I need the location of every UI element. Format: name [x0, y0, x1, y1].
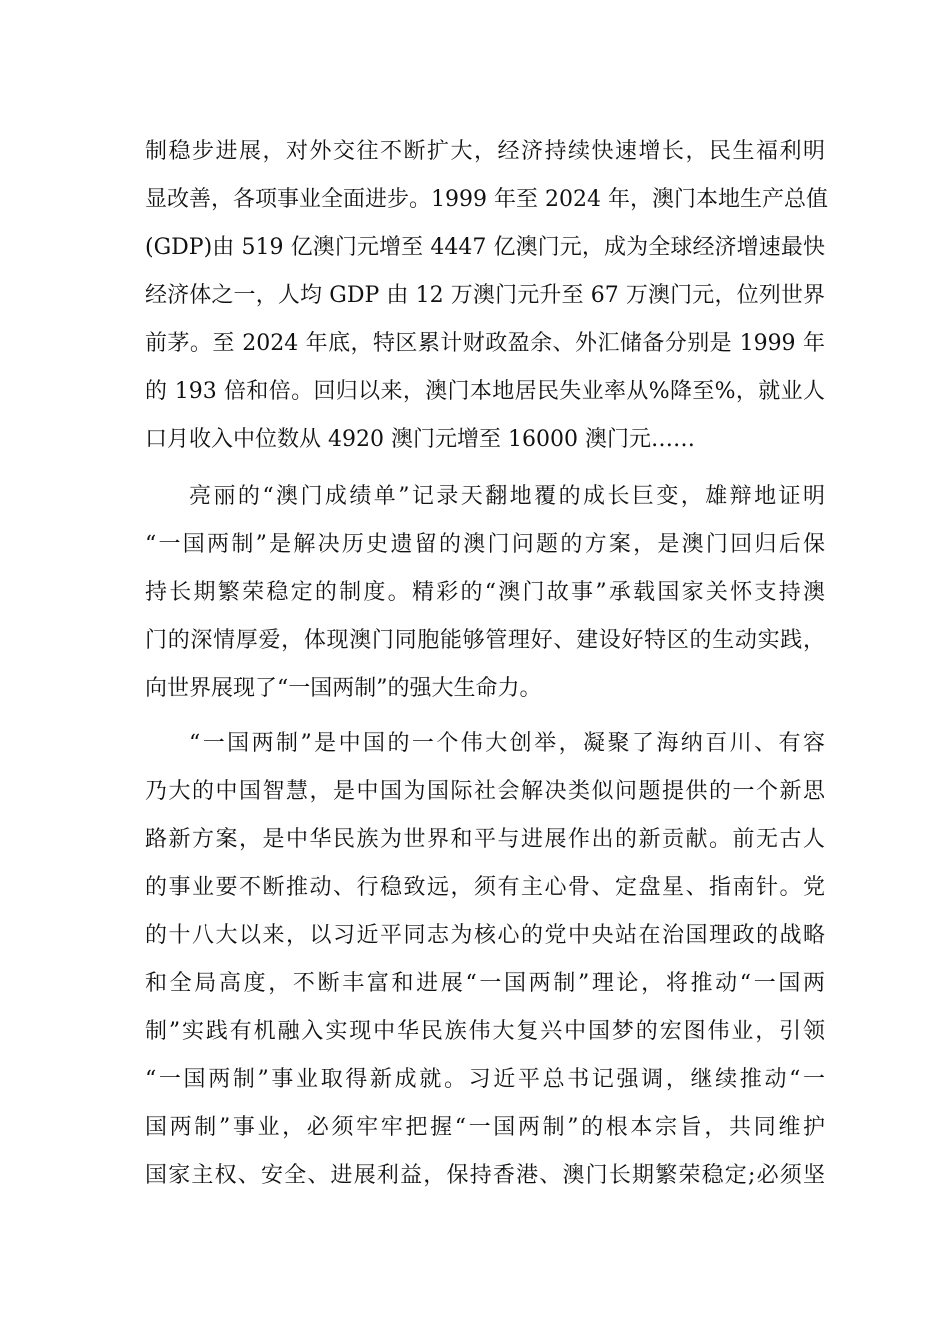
text-line: 和全局高度，不断丰富和进展“一国两制”理论，将推动“一国两 — [145, 971, 825, 996]
text-line: 制”实践有机融入实现中华民族伟大复兴中国梦的宏图伟业，引领 — [145, 1019, 825, 1044]
text-line: (GDP)由 519 亿澳门元增至 4447 亿澳门元，成为全球经济增速最快 — [145, 235, 825, 260]
text-line: 门的深情厚爱，体现澳门同胞能够管理好、建设好特区的生动实践， — [145, 628, 825, 653]
text-line: 路新方案，是中华民族为世界和平与进展作出的新贡献。前无古人 — [145, 827, 825, 852]
text-line: 持长期繁荣稳定的制度。精彩的“澳门故事”承载国家关怀支持澳 — [145, 580, 825, 605]
text-line: 乃大的中国智慧，是中国为国际社会解决类似问题提供的一个新思 — [145, 779, 825, 804]
text-line: 国两制”事业，必须牢牢把握“一国两制”的根本宗旨，共同维护 — [145, 1115, 825, 1140]
text-line: 制稳步进展，对外交往不断扩大，经济持续快速增长，民生福利明 — [145, 139, 825, 164]
text-line: “一国两制”是中国的一个伟大创举，凝聚了海纳百川、有容 — [189, 731, 825, 756]
text-line: 的 193 倍和倍。回归以来，澳门本地居民失业率从%降至%，就业人 — [145, 379, 825, 404]
text-line: 亮丽的“澳门成绩单”记录天翻地覆的成长巨变，雄辩地证明 — [189, 484, 825, 509]
text-line: 经济体之一，人均 GDP 由 12 万澳门元升至 67 万澳门元，位列世界 — [145, 283, 825, 308]
text-line: 前茅。至 2024 年底，特区累计财政盈余、外汇储备分别是 1999 年 — [145, 331, 825, 356]
text-line: 国家主权、安全、进展利益，保持香港、澳门长期繁荣稳定;必须坚 — [145, 1163, 825, 1188]
text-line: 显改善，各项事业全面进步。1999 年至 2024 年，澳门本地生产总值 — [145, 187, 828, 212]
text-line: 的事业要不断推动、行稳致远，须有主心骨、定盘星、指南针。党 — [145, 875, 825, 900]
text-line: 口月收入中位数从 4920 澳门元增至 16000 澳门元…… — [145, 427, 695, 452]
text-line: 向世界展现了“一国两制”的强大生命力。 — [145, 676, 542, 701]
text-line: 的十八大以来，以习近平同志为核心的党中央站在治国理政的战略 — [145, 923, 825, 948]
text-line: “一国两制”事业取得新成就。习近平总书记强调，继续推动“一 — [145, 1067, 825, 1092]
text-line: “一国两制”是解决历史遗留的澳门问题的方案，是澳门回归后保 — [145, 532, 825, 557]
